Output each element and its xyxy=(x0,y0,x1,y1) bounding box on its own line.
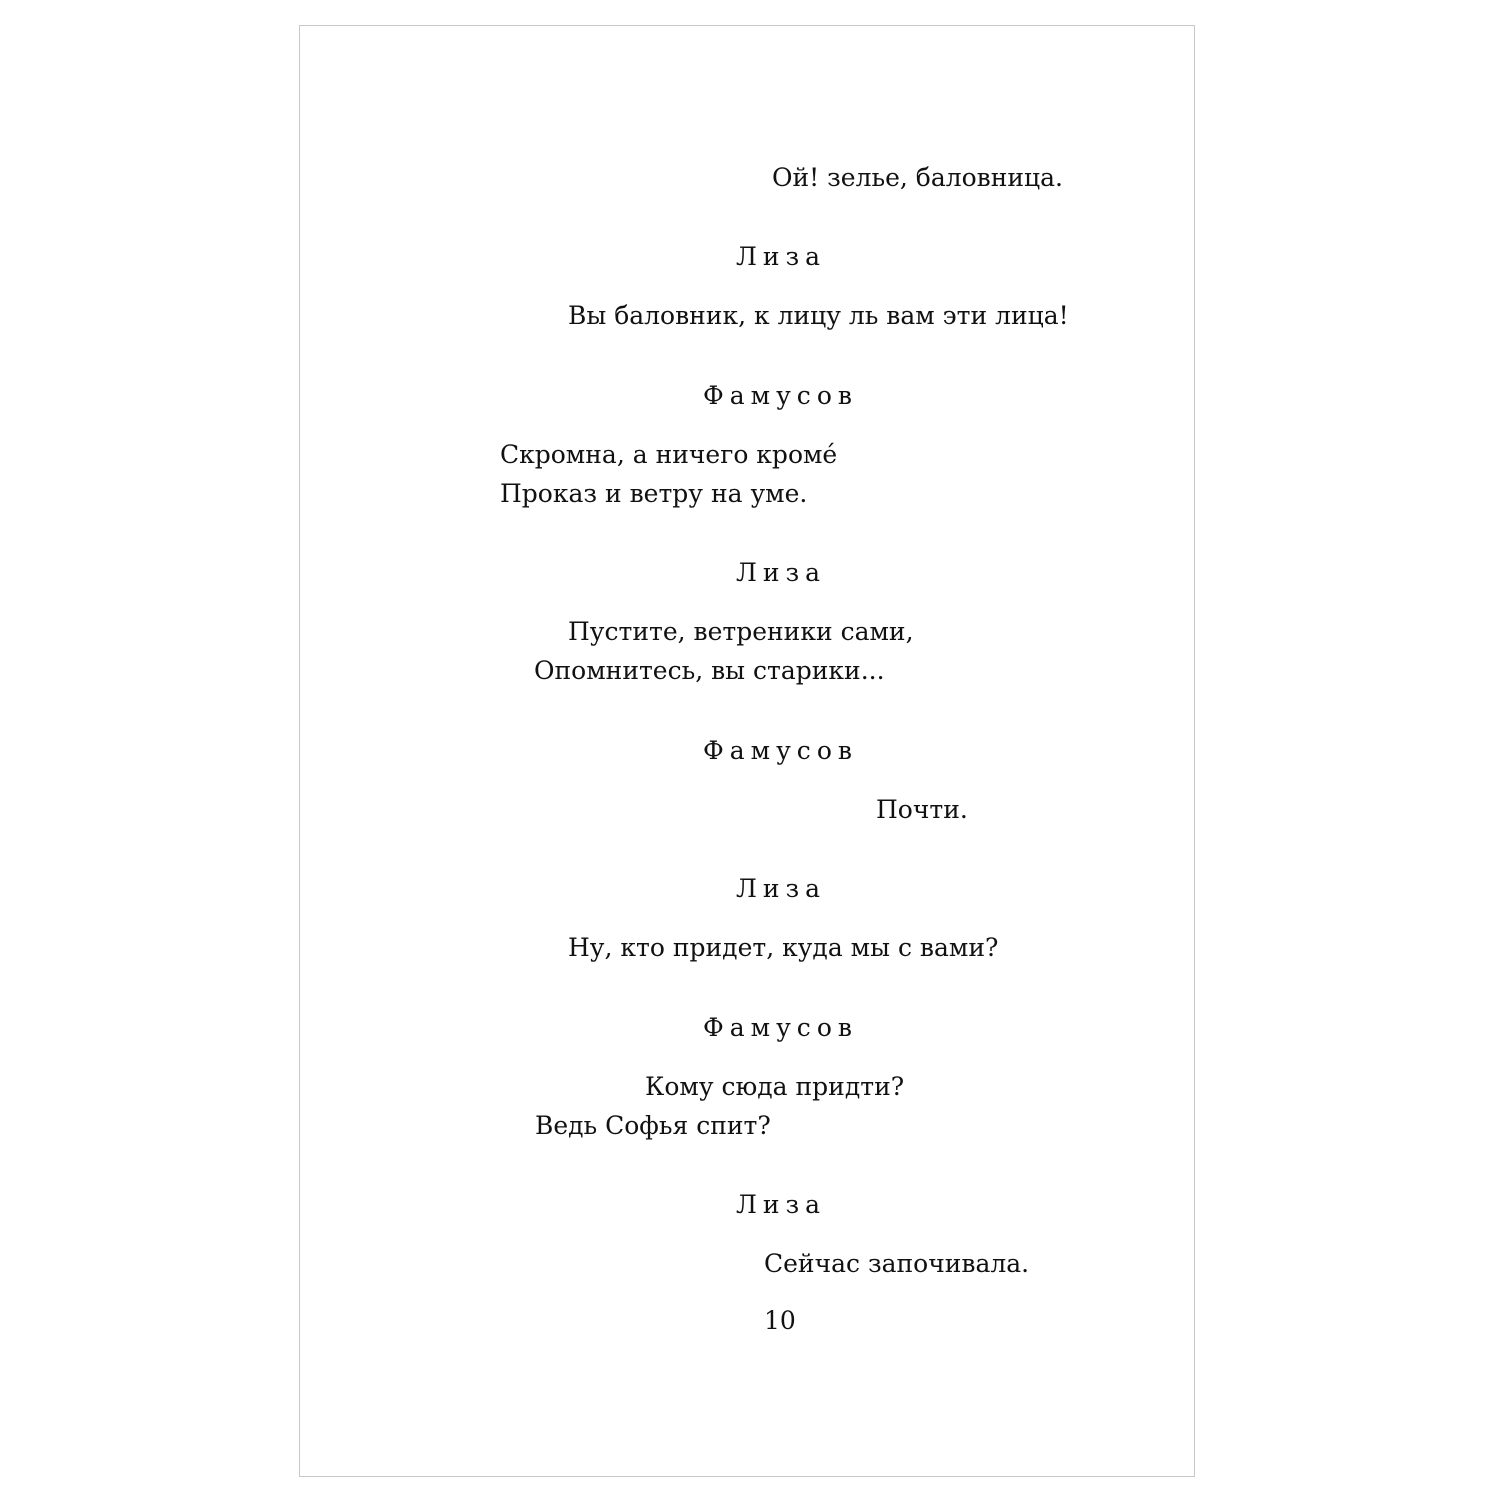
speaker-name: Фамусов xyxy=(703,381,858,410)
verse-line: Проказ и ветру на уме. xyxy=(500,479,808,508)
verse-line: Ведь Софья спит? xyxy=(535,1111,771,1140)
verse-line: Вы баловник, к лицу ль вам эти лица! xyxy=(568,301,1069,330)
speaker-name: Лиза xyxy=(736,1190,827,1219)
verse-line: Кому сюда придти? xyxy=(645,1072,905,1101)
verse-line: Почти. xyxy=(876,795,968,824)
speaker-name: Фамусов xyxy=(703,1013,858,1042)
verse-line: Ой! зелье, баловница. xyxy=(772,163,1063,192)
page-number: 10 xyxy=(764,1306,796,1335)
verse-line: Пустите, ветреники сами, xyxy=(568,617,914,646)
speaker-name: Лиза xyxy=(736,558,827,587)
verse-line: Опомнитесь, вы старики... xyxy=(534,656,885,685)
speaker-name: Фамусов xyxy=(703,736,858,765)
verse-line: Сейчас започивала. xyxy=(764,1249,1030,1278)
verse-line: Ну, кто придет, куда мы с вами? xyxy=(568,933,999,962)
speaker-name: Лиза xyxy=(736,874,827,903)
verse-line: Скромна, а ничего кромé xyxy=(500,440,838,469)
speaker-name: Лиза xyxy=(736,242,827,271)
